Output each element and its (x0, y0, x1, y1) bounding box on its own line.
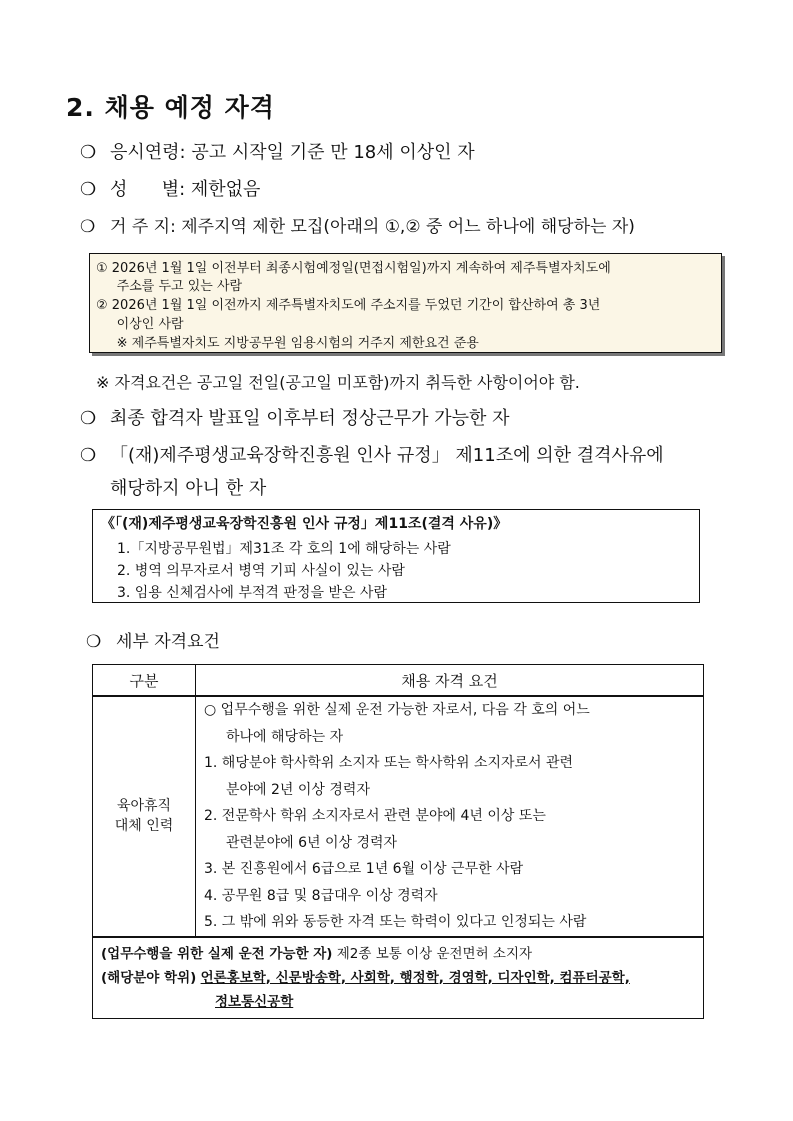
disqualification-heading: 《「(재)제주평생교육장학진흥원 인사 규정」제11조(결격 사유)》 (101, 516, 508, 532)
requirement-line: 2. 전문학사 학위 소지자로서 관련 분야에 4년 이상 또는 (204, 808, 546, 824)
disqualification-item: 1.「지방공무원법」제31조 각 호의 1에 해당하는 사람 (117, 541, 451, 557)
footer-label: (해당분야 학위) (101, 969, 197, 986)
footer-degree-cont (101, 990, 695, 1014)
requirement-line: 관련분야에 6년 이상 경력자 (226, 834, 398, 851)
bullet-disqualification-cont: 해당하지 아니 한 자 (110, 478, 267, 499)
residence-condition-box (89, 253, 722, 353)
bullet-text: 응시연령: 공고 시작일 기준 만 18세 이상인 자 (110, 142, 475, 163)
bullet-final-pass (80, 404, 509, 430)
section-title: 2. 채용 예정 자격 (66, 93, 275, 122)
bullet-gender (80, 175, 260, 201)
residence-line: 주소를 두고 있는 사람 (96, 279, 243, 294)
bullet-text: 「(재)제주평생교육장학진흥원 인사 규정」 제11조에 의한 결격사유에 (110, 445, 664, 466)
disqualification-item: 2. 병역 의무자로서 병역 기피 사실이 있는 사람 (117, 563, 405, 579)
circle-bullet-icon: ❍ (80, 142, 97, 163)
requirements-table (92, 664, 704, 1019)
table-footer (93, 937, 704, 1019)
bullet-text: 세부 자격요건 (116, 632, 220, 652)
bullet-text: 성 별: 제한없음 (110, 179, 261, 200)
category-line: 대체 인력 (114, 818, 174, 835)
bullet-detail (86, 627, 220, 652)
category-line: 육아휴직 (116, 798, 172, 815)
requirement-line: 하나에 해당하는 자 (226, 728, 344, 745)
disqualification-item: 3. 임용 신체검사에 부적격 판정을 받은 사람 (117, 585, 387, 601)
footer-driving (101, 942, 695, 966)
circle-bullet-icon: ❍ (80, 179, 97, 200)
requirements-cell (196, 696, 704, 937)
bullet-text: 거 주 지: 제주지역 제한 모집(아래의 ①,② 중 어느 하나에 해당하는 자) (110, 217, 635, 237)
circle-bullet-icon: ❍ (80, 217, 96, 237)
residence-line: ② 2026년 1월 1일 이전까지 제주특별자치도에 주소지를 두었던 기간이 합산하여 총 3년 (96, 298, 601, 313)
circle-bullet-icon: ❍ (86, 632, 102, 652)
footer-value: 제2종 보통 이상 운전면허 소지자 (336, 945, 533, 962)
table-header-requirements: 채용 자격 요건 (196, 665, 704, 697)
disqualification-box (92, 509, 700, 603)
requirement-line: 분야에 2년 이상 경력자 (226, 781, 370, 798)
requirement-line: 1. 해당분야 학사학위 소지자 또는 학사학위 소지자로서 관련 (204, 755, 574, 771)
residence-line: ※ 제주특별자치도 지방공무원 임용시험의 거주지 제한요건 준용 (96, 336, 479, 351)
requirement-line: 3. 본 진흥원에서 6급으로 1년 6월 이상 근무한 사람 (204, 861, 524, 877)
footer-fields: 정보통신공학 (215, 993, 294, 1010)
requirement-line: ○ 업무수행을 위한 실제 운전 가능한 자로서, 다음 각 호의 어느 (204, 702, 590, 718)
qualification-note: ※ 자격요건은 공고일 전일(공고일 미포함)까지 취득한 사항이어야 함. (96, 373, 580, 392)
circle-bullet-icon: ❍ (80, 408, 97, 429)
footer-degree (101, 966, 695, 990)
circle-bullet-icon: ❍ (80, 445, 97, 466)
bullet-age (80, 138, 475, 164)
residence-line: 이상인 사람 (96, 317, 184, 332)
table-header-category: 구분 (93, 665, 196, 697)
bullet-disqualification (80, 441, 664, 467)
residence-line: ① 2026년 1월 1일 이전부터 최종시험예정일(면접시험일)까지 계속하여 제주특별자치도에 (96, 261, 611, 276)
requirement-line: 5. 그 밖에 위와 동등한 자격 또는 학력이 있다고 인정되는 사람 (204, 914, 587, 930)
bullet-text: 최종 합격자 발표일 이후부터 정상근무가 가능한 자 (110, 408, 510, 429)
bullet-residence (80, 212, 635, 237)
category-cell (93, 696, 196, 937)
footer-label: (업무수행을 위한 실제 운전 가능한 자) (101, 945, 333, 962)
requirement-line: 4. 공무원 8급 및 8급대우 이상 경력자 (204, 887, 438, 904)
footer-fields: 언론홍보학, 신문방송학, 사회학, 행정학, 경영학, 디자인학, 컴퓨터공학, (200, 969, 630, 986)
